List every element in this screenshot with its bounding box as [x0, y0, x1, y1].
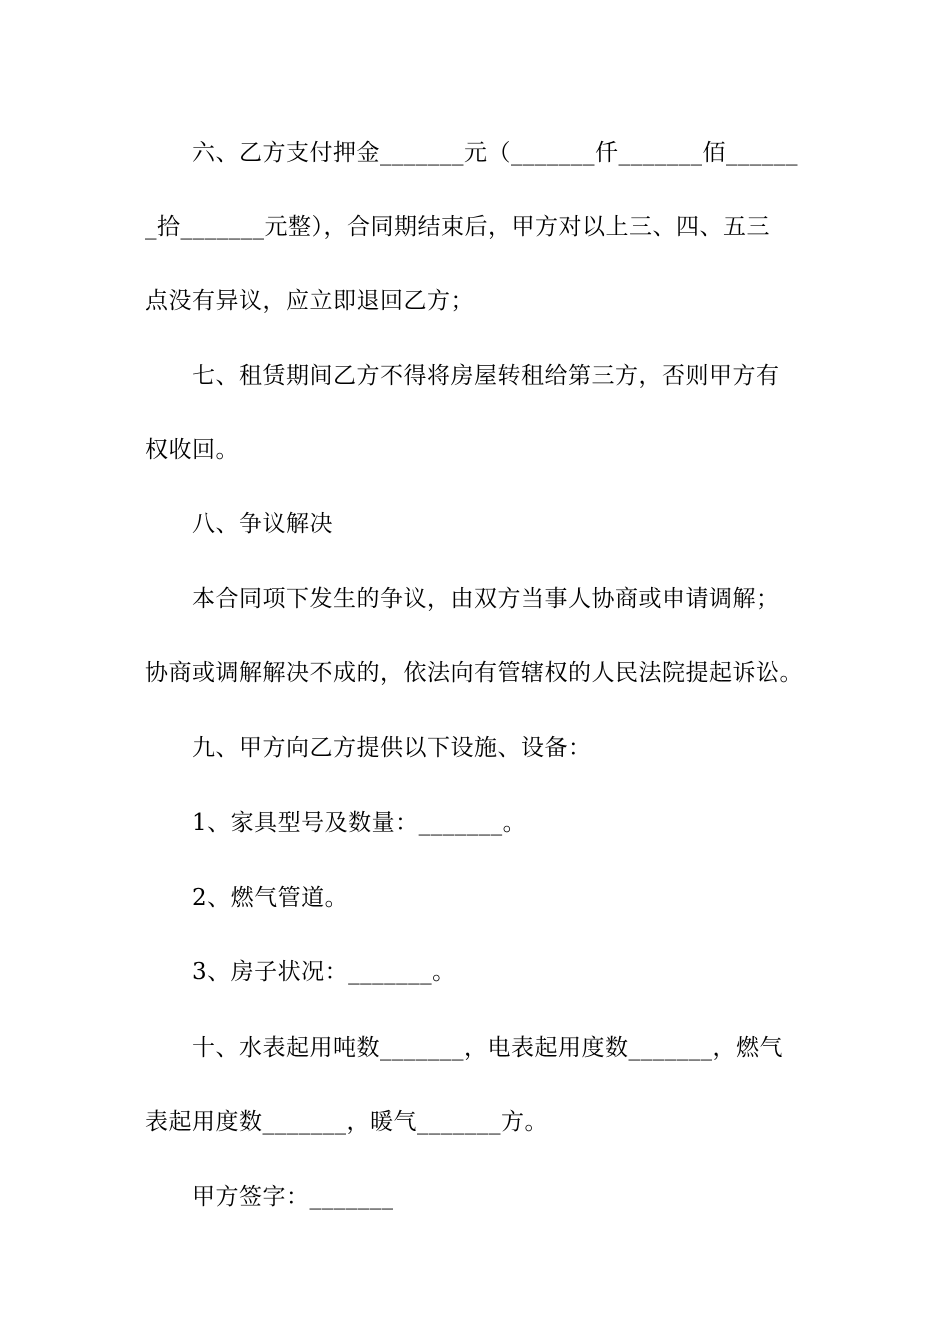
clause-10-line-1: 十、水表起用吨数_______，电表起用度数_______，燃气	[192, 1035, 783, 1061]
clause-9-item-3: 3、房子状况：_______。	[192, 959, 456, 985]
clause-6-line-3: 点没有异议，应立即退回乙方；	[145, 288, 474, 314]
clause-8-line-1: 本合同项下发生的争议，由双方当事人协商或申请调解；	[192, 586, 780, 612]
clause-9-heading: 九、甲方向乙方提供以下设施、设备：	[192, 735, 592, 761]
clause-7-line-2: 权收回。	[145, 437, 239, 463]
clause-7-line-1: 七、租赁期间乙方不得将房屋转租给第三方，否则甲方有	[192, 363, 780, 389]
clause-8-line-2: 协商或调解解决不成的，依法向有管辖权的人民法院提起诉讼。	[145, 660, 803, 686]
clause-6-line-1: 六、乙方支付押金_______元（_______仟_______佰______	[192, 140, 798, 166]
clause-9-item-1: 1、家具型号及数量：_______。	[192, 810, 527, 836]
clause-8-heading: 八、争议解决	[192, 511, 333, 537]
clause-6-line-2: _拾_______元整），合同期结束后，甲方对以上三、四、五三	[145, 214, 770, 240]
clause-9-item-2: 2、燃气管道。	[192, 885, 349, 911]
party-a-signature: 甲方签字：_______	[192, 1184, 394, 1210]
clause-10-line-2: 表起用度数_______，暖气_______方。	[145, 1109, 548, 1135]
